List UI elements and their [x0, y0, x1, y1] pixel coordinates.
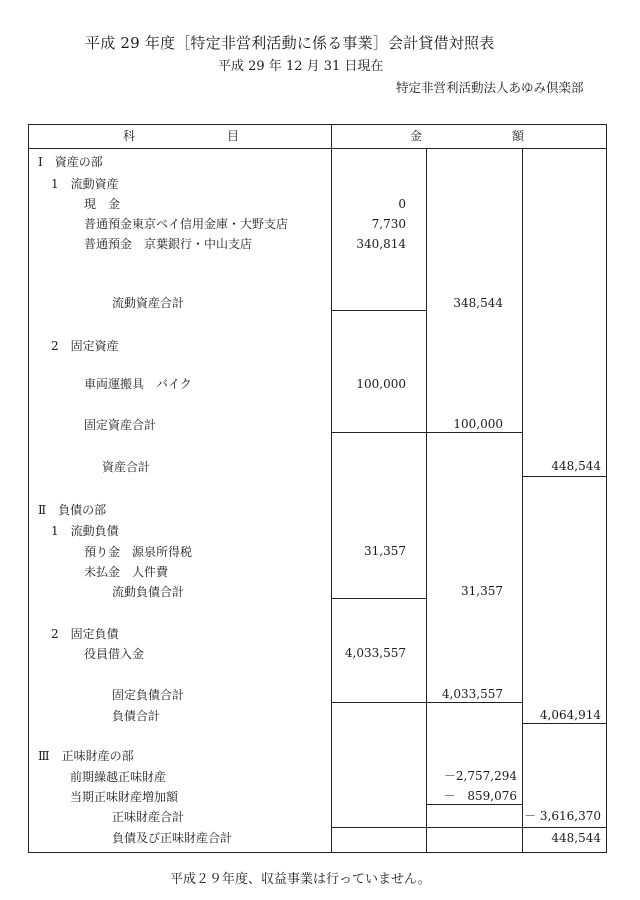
item-amount: 31,357 — [364, 544, 406, 558]
total-label: 正味財産合計 — [112, 810, 185, 824]
item-label: 当期正味財産増加額 — [70, 790, 179, 804]
total-amount: － 3,616,370 — [524, 809, 601, 823]
total-label: 負債合計 — [112, 709, 161, 723]
subtotal-amount: 4,033,557 — [441, 687, 503, 701]
organization-name: 特定非営利活動法人あゆみ倶楽部 — [396, 80, 584, 95]
subtotal-label: 固定負債合計 — [112, 688, 185, 702]
grand-total-amount: 448,544 — [551, 831, 601, 845]
total-amount: 4,064,914 — [539, 708, 601, 722]
header-kamoku-1: 科 — [123, 129, 136, 143]
item-amount: 4,033,557 — [344, 646, 406, 660]
document-title: 平成 29 年度［特定非営利活動に係る事業］会計貸借対照表 — [85, 34, 495, 52]
item-amount: 7,730 — [371, 217, 406, 231]
as-of-date: 平成 29 年 12 月 31 日現在 — [218, 59, 384, 74]
item-amount: －2,757,294 — [443, 769, 517, 783]
total-label: 資産合計 — [102, 460, 151, 474]
subtotal-label: 流動資産合計 — [112, 296, 185, 310]
section-assets: Ⅰ 資産の部 — [38, 155, 103, 169]
item-amount: 340,814 — [356, 237, 406, 251]
item-label: 普通預金東京ベイ信用金庫・大野支店 — [84, 217, 289, 231]
subtotal-label: 流動負債合計 — [112, 585, 185, 599]
current-assets-heading: 1 流動資産 — [51, 177, 119, 191]
item-label: 車両運搬具 バイク — [84, 377, 192, 391]
item-amount: 100,000 — [356, 377, 406, 391]
header-kingaku-2: 額 — [512, 129, 525, 143]
grand-total-label: 負債及び正味財産合計 — [112, 831, 233, 845]
item-label: 現 金 — [84, 197, 121, 211]
subtotal-amount: 348,544 — [453, 296, 503, 310]
subtotal-amount: 31,357 — [461, 584, 503, 598]
header-kingaku-1: 金 — [410, 129, 423, 143]
subtotal-label: 固定資産合計 — [84, 418, 157, 432]
item-label: 普通預金 京葉銀行・中山支店 — [84, 237, 253, 251]
fixed-assets-heading: 2 固定資産 — [51, 339, 119, 353]
section-liabilities: Ⅱ 負債の部 — [38, 503, 107, 517]
item-label: 預り金 源泉所得税 — [84, 545, 193, 559]
item-amount: － 859,076 — [443, 789, 517, 803]
header-kamoku-2: 目 — [227, 129, 240, 143]
fixed-liabilities-heading: 2 固定負債 — [51, 627, 119, 641]
subtotal-amount: 100,000 — [453, 417, 503, 431]
section-net-assets: Ⅲ 正味財産の部 — [38, 749, 134, 763]
item-label: 未払金 人件費 — [84, 565, 169, 579]
item-label: 前期繰越正味財産 — [70, 770, 167, 784]
total-amount: 448,544 — [551, 459, 601, 473]
item-amount: 0 — [398, 197, 406, 211]
footer-note: 平成２９年度、収益事業は行っていません。 — [170, 872, 431, 887]
current-liabilities-heading: 1 流動負債 — [51, 524, 119, 538]
item-label: 役員借入金 — [84, 647, 145, 661]
